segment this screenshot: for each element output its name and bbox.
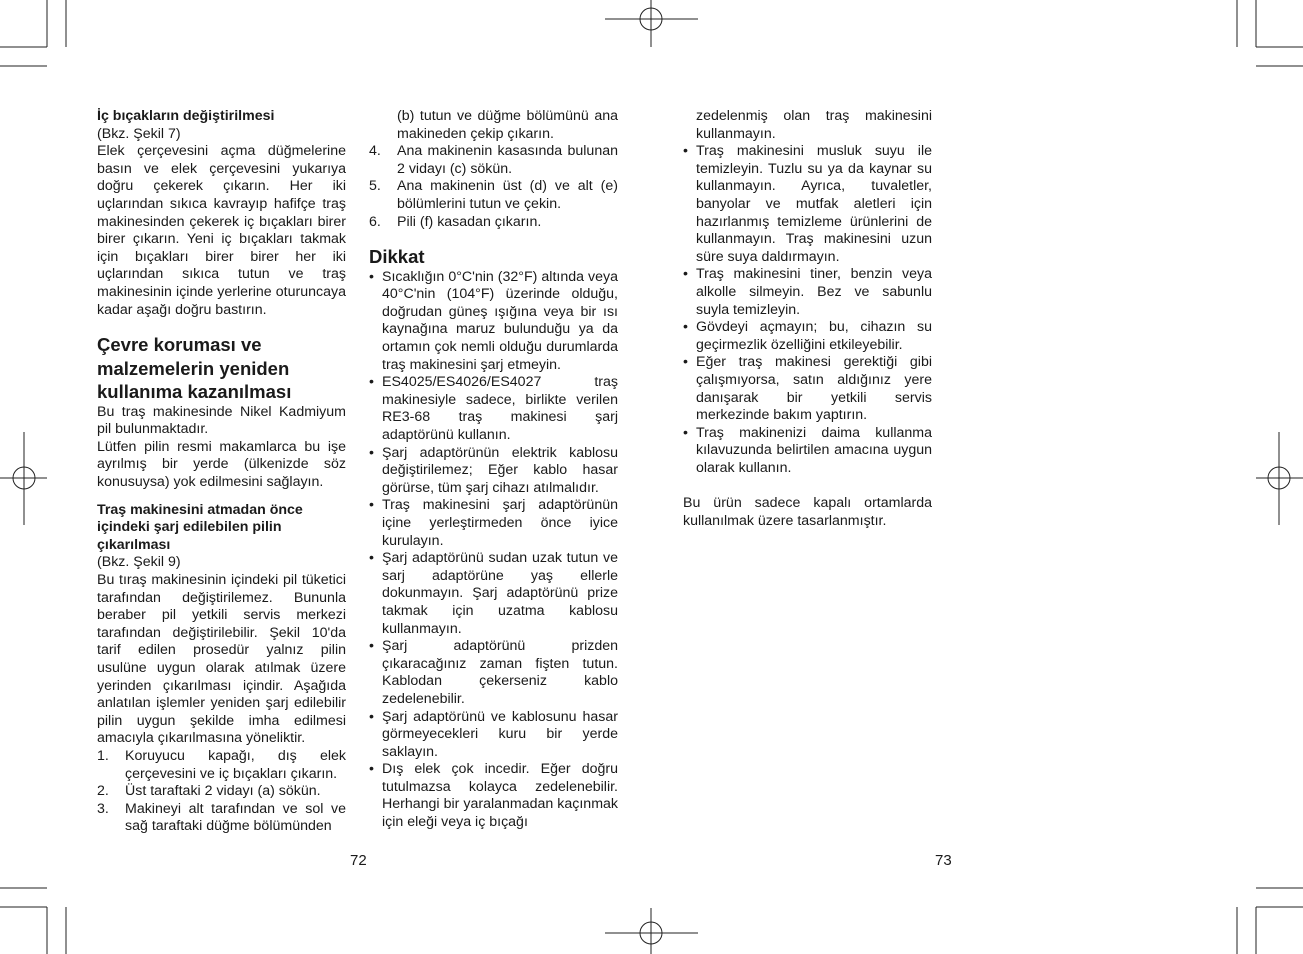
inner-blades-paragraph: Elek çerçevesini açma düğmelerine basın ve elek çerçevesini yukarıya doğru çekerek çıkarın. Her iki uçlarından sıkıca kavrayıp hafifçe traş makinesinden çekerek iç bıçakları birer birer çıkarın. Yeni iç bıçakları takmak için bıçakları birer birer her iki uçlarından sıkıca tutun ve traş makinesinin içinde yerlerine oturuncaya kadar aşağı doğru bastırın.	[97, 143, 346, 318]
step-continuation: (b) tutun ve düğme bölümünü ana makineden çekip çıkarın.	[397, 108, 618, 142]
list-item: 4. Ana makinenin kasasında bulunan 2 vidayı (c) sökün.	[369, 143, 618, 177]
indoor-use-note: Bu ürün sadece kapalı ortamlarda kullanılmak üzere tasarlanmıştır.	[683, 495, 932, 529]
list-item: • Gövdeyi açmayın; bu, cihazın su geçirmezlik özelliğini etkileyebilir.	[683, 319, 932, 353]
list-item: 1. Koruyucu kapağı, dış elek çerçevesini ve iç bıçakları çıkarın.	[97, 747, 346, 782]
section-heading-inner-blades: İç bıçakların değiştirilmesi	[97, 108, 275, 124]
list-item: • Şarj adaptörünü ve kablosunu hasar görmeyecekleri kuru bir yerde saklayın.	[369, 708, 618, 760]
environment-paragraph-1: Bu traş makinesinde Nikel Kadmiyum pil bulunmaktadır.	[97, 403, 346, 438]
list-item: • Dış elek çok incedir. Eğer doğru tutulmazsa kolayca zedelenebilir. Herhangi bir yaralanmadan kaçınmak için eleği veya iç bıçağı	[369, 761, 618, 831]
list-item: • Traş makinesini musluk suyu ile temizleyin. Tuzlu su ya da kaynar su kullanmayın. Ayrıca, tuvaletler, banyolar ve mutfak aletleri için hazırlanmış temizleme ürünlerini de kullanmayın. Traş makinesini uzun süre suya daldırmayın.	[683, 143, 932, 265]
list-item: • Şarj adaptörünün elektrik kablosu değiştirilemez; Eğer kablo hasar görürse, tüm şarj cihazı atılmalıdır.	[369, 444, 618, 496]
list-item: • Eğer traş makinesi gerektiği gibi çalışmıyorsa, satın aldığınız yere danışarak bir yetkili servis merkezinde bakım yaptırın.	[683, 354, 932, 424]
list-item: • Traş makinenizi daima kullanma kılavuzunda belirtilen amacına uygun olarak kullanın.	[683, 424, 932, 476]
page-number-left: 72	[350, 852, 367, 869]
page-number-right: 73	[935, 852, 952, 869]
battery-removal-steps	[97, 748, 346, 836]
battery-removal-paragraph: Bu tıraş makinesinin içindeki pil tüketici tarafından değiştirilemez. Bununla beraber pil yetkili servis merkezi tarafından değiştirilebilir. Şekil 10'da tarif edilen prosedür yalnız pilin usulüne uygun olarak atılmak üzere yerinden çıkarılması içindir. Aşağıda anlatılan işlemler yeniden şarj edilebilir pilin uygun şekilde imha edilmesi amacıyla çıkarılmasına yöneliktir.	[97, 571, 346, 747]
list-item: 6. Pili (f) kasadan çıkarın.	[369, 213, 542, 230]
section-heading-battery-removal: Traş makinesini atmadan önce içindeki şarj edilebilen pilin çıkarılması	[97, 501, 303, 553]
battery-removal-steps-continued	[369, 143, 618, 231]
list-item: • ES4025/ES4026/ES4027 traş makinesiyle sadece, birlikte verilen RE3-68 traş makinesi şarj adaptörünü kullanın.	[369, 374, 618, 443]
bullet-continuation: zedelenmiş olan traş makinesini kullanmayın.	[696, 108, 932, 142]
list-item: • Traş makinesini tiner, benzin veya alkolle silmeyin. Bez ve sabunlu suyla temizleyin.	[683, 266, 932, 318]
list-item: 2. Üst taraftaki 2 vidayı (a) sökün.	[97, 783, 321, 800]
figure-reference: (Bkz. Şekil 9)	[97, 554, 181, 571]
list-item: • Şarj adaptörünü sudan uzak tutun ve sarj adaptörüne yaş ellerle dokunmayın. Şarj adaptörünü prize takmak için uzatma kablosu kullanmayın.	[369, 550, 618, 637]
caution-list	[369, 269, 618, 832]
environment-paragraph-2: Lütfen pilin resmi makamlarca bu işe ayrılmış bir yerde (ülkenizde söz konusuysa) yok edilmesini sağlayın.	[97, 438, 346, 490]
right-column	[683, 108, 932, 530]
list-item: • Sıcaklığın 0°C'nin (32°F) altında veya 40°C'nin (104°F) üzerinde olduğu, doğrudan güneş ışığına veya bir ısı kaynağına maruz bulunduğu ya da ortamın çok nemli olduğu durumlarda traş makinesini şarj etmeyin.	[369, 268, 618, 373]
middle-column	[369, 108, 618, 832]
list-item: 5. Ana makinenin üst (d) ve alt (e) bölümlerini tutun ve çekin.	[369, 178, 618, 212]
list-item: • Traş makinesini şarj adaptörünün içine yerleştirmeden önce iyice kurulayın.	[369, 497, 618, 549]
figure-reference: (Bkz. Şekil 7)	[97, 125, 181, 142]
caution-list-continued	[683, 143, 932, 477]
list-item: • Şarj adaptörünü prizden çıkaracağınız zaman fişten tutun. Kablodan çekerseniz kablo zedelenebilir.	[369, 638, 618, 707]
section-heading-caution: Dikkat	[369, 246, 425, 268]
left-column	[97, 108, 346, 836]
list-item: 3. Makineyi alt tarafından ve sol ve sağ taraftaki düğme bölümünden	[97, 800, 346, 835]
section-heading-environment: Çevre koruması ve malzemelerin yeniden kullanıma kazanılması	[97, 334, 292, 403]
